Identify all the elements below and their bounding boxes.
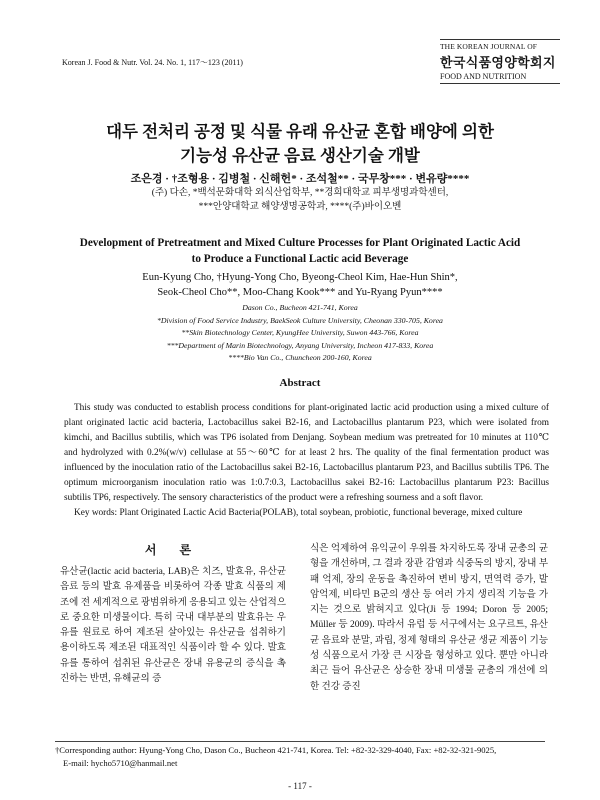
affiliations-korean — [40, 186, 560, 214]
abstract-block — [64, 401, 549, 521]
footnote-divider — [55, 741, 545, 742]
affiliation-en-2: **Skin Biotechnology Center, KyungHee University, Suwon 443-766, Korea — [181, 328, 419, 337]
journal-name-en-2: FOOD AND NUTRITION — [440, 72, 527, 81]
title-korean-line2: 기능성 유산균 음료 생산기술 개발 — [180, 146, 420, 165]
title-korean-line1: 대두 전처리 공정 및 식물 유래 유산균 혼합 배양에 의한 — [106, 122, 494, 141]
abstract-heading: Abstract — [279, 377, 321, 389]
title-english-line1: Development of Pretreatment and Mixed Culture Processes for Plant Originated Lactic Acid — [79, 237, 521, 249]
title-english — [40, 235, 560, 267]
title-english-line2: to Produce a Functional Lactic acid Beverage — [191, 253, 409, 265]
affiliation-en-0: Dason Co., Bucheon 421-741, Korea — [242, 303, 358, 312]
masthead-rule-top — [440, 39, 560, 40]
affiliation-en-4: ****Bio Van Co., Chuncheon 200-160, Korea — [228, 353, 372, 362]
journal-name-ko: 한국식품영양학회지 — [440, 55, 556, 70]
title-korean — [40, 120, 560, 168]
body-column-left: 유산균(lactic acid bacteria, LAB)은 치즈, 발효유, 유산균 음료 등의 발효 유제품을 비롯하여 각종 발효 식품의 제조에 전 세계적으로 광범위하게 응용되고 있는 산업적으로 중요한 미생물이다. 특히 국내 대부분의 발효유는 우유를 원료로 하여 제조된 살아있는 유산균을 섭취하기 용이하도록 제조된 대표적인 식품이라 할 수 있다. 발효유를 통하여 섭취된 유산균은 장내 유용균의 증식을 촉진하는 반면, 유해균의 증 — [60, 567, 286, 685]
journal-masthead — [440, 39, 560, 84]
abstract-body: This study was conducted to establish process conditions for plant-originated lactic acid production using a mixed culture of plant originated lactic acid bacteria, Lactobacillus sakei B2-16, and Lactobacillus plantarum P23, which were isolated from kimchi, and Bacillus subtilis, which was TP6 isolated from Denjang. Soybean medium was pretreated for 10 minutes at 110℃ and hydrolyzed with 0.2%(w/v) cellulase at 55～60℃ for at least 2 hrs. The quality of the final fermentation product was influenced by the inoculation ratio of the Lactobacillus sakei B2-16, Lactobacillus plantarum P23, and Bacillus subtilis TP6. The optimum microorganism inoculation ratio was 1:0.7:0.3, Lactobacillus sakei B2-16: Lactobacillus plantarum P23: Bacillus subtilis TP6, respectively. The sensory characteristics of the product were a refreshing sourness and a soft flavor. — [64, 403, 549, 503]
affiliations-korean-line1: (주) 다손, *백석문화대학 외식산업학부, **경희대학교 피부생명과학센터, — [151, 188, 449, 198]
affiliation-en-3: ***Department of Marin Biotechnology, Anyang University, Incheon 417-833, Korea — [166, 340, 434, 350]
affiliations-english — [40, 302, 560, 365]
authors-korean: 조은경 · †조형용 · 김병철 · 신해헌* · 조석철** · 국무창*** · 변유량**** — [130, 173, 470, 185]
body-column-right: 식은 억제하여 유익균이 우위를 차지하도록 장내 균총의 균형을 개선하며, 그 결과 장관 감염과 식중독의 방지, 장내 부패 억제, 장의 운동을 촉진하여 변비 방지, 면역력 증가, 발암억제, 비타민 B군의 생산 등 여러 가지 생리적 기능을 가지는 것으로 밝혀지고 있다(Ji 등 1994; Doron 등 2005; Müller 등 2009). 따라서 유럽 등 서구에서는 요구르트, 유산균 음료와 분말, 과립, 정제 형태의 유산균 생균 제품이 기능성 식품으로서 가장 큰 시장을 형성하고 있다. 뿐만 아니라 최근 들어 유산균은 상승한 장내 미생물 균총의 개선에 의한 건강 증진 — [310, 544, 548, 692]
authors-english-line1: Eun-Kyung Cho, †Hyung-Yong Cho, Byeong-Cheol Kim, Hae-Hun Shin*, — [142, 272, 458, 283]
abstract-keywords: Key words: Plant Originated Lactic Acid Bacteria(POLAB), total soybean, probiotic, functional beverage, mixed culture — [74, 508, 523, 518]
section-heading-introduction: 서 론 — [144, 543, 202, 557]
footnote-line1: †Corresponding author: Hyung-Yong Cho, Dason Co., Bucheon 421-741, Korea. Tel: +82-32-329-4040, Fax: +82-32-321-9025, — [55, 745, 497, 755]
masthead-rule-bottom — [440, 83, 560, 84]
page-number: - 117 - — [288, 781, 312, 791]
journal-citation: Korean J. Food & Nutr. Vol. 24. No. 1, 117～123 (2011) — [62, 58, 243, 67]
affiliation-en-1: *Division of Food Service Industry, BaekSeok Culture University, Cheonan 330-705, Korea — [157, 315, 443, 325]
footnote-line2: E-mail: hycho5710@hanmail.net — [63, 757, 178, 768]
affiliations-korean-line2: ***안양대학교 해양생명공학과, ****(주)바이오벤 — [198, 202, 402, 212]
journal-name-en: THE KOREAN JOURNAL OF — [440, 42, 538, 51]
footnote — [55, 744, 555, 769]
authors-english — [40, 270, 560, 300]
authors-english-line2: Seok-Cheol Cho**, Moo-Chang Kook*** and Yu-Ryang Pyun**** — [157, 287, 443, 298]
